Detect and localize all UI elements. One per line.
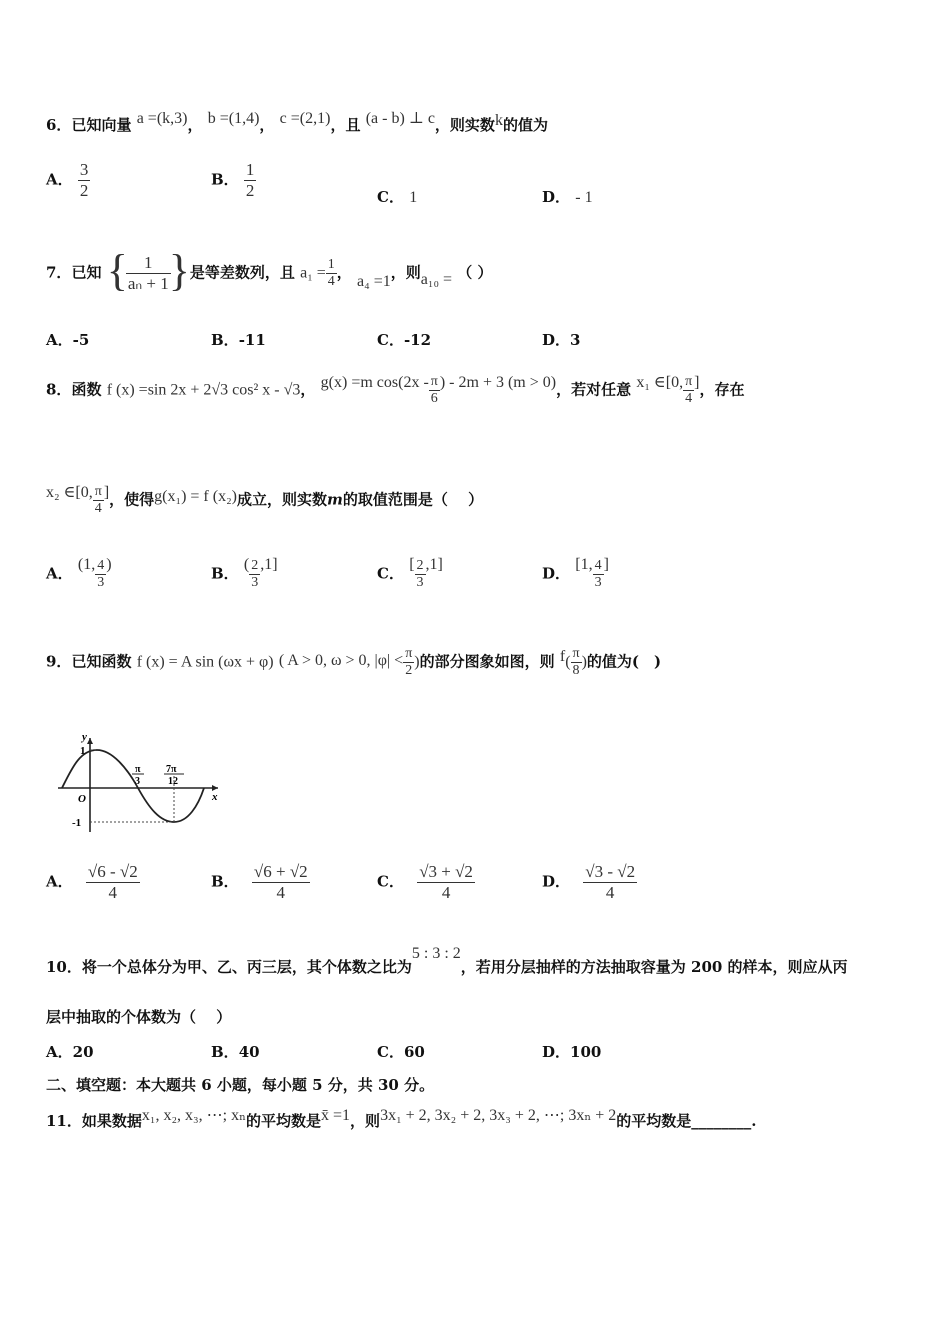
q10-option-d[interactable]: D．100 <box>542 1043 602 1061</box>
q10-option-c[interactable]: C．60 <box>377 1043 425 1061</box>
y-axis-label: y <box>82 731 87 743</box>
q10-stem-line1: 10．将一个总体分为甲、乙、丙三层，其个体数之比为5 : 3 : 2，若用分层抽样的方法抽取容量为 200 的样本，则应从丙 <box>46 945 848 976</box>
q6-option-b[interactable]: B． $\frac{1}{2}$ <box>211 160 255 200</box>
q7-option-d[interactable]: D．3 <box>542 331 581 349</box>
q6-vector-a: a =(k,3) <box>136 110 188 127</box>
q11-stem: 11．如果数据x₁, x₂, x₃, ⋯; xₙ的平均数是x̄ =1，则3x₁ + 2, 3x₂ + 2, 3x₃ + 2, ⋯; 3xₙ + 2的平均数是________. <box>46 1107 757 1130</box>
tick-pi-3-den: 3 <box>135 776 140 787</box>
tick-one: 1 <box>80 745 86 757</box>
q10-stem-line2: 层中抽取的个体数为（ ） <box>46 1008 232 1026</box>
origin-label: O <box>78 793 86 805</box>
q8-stem-line2: x₂ ∈[0, $\frac{\pi}{4}$ ]，使得g(x₁) = f (x₂)成立，则实数m的取值范围是（ ） <box>46 483 484 516</box>
q8-stem-line1: 8．函数 f (x) =sin 2x + 2√3 cos² x - √3， g(x) =m cos(2x - $\frac{\pi}{6}$ ) - 2m + 3 (m > 0)，若对任意 x₁ ∈[0, $\frac{\pi}{4}$ ]，存在 <box>46 373 745 406</box>
q8-option-b[interactable]: B． ( $\frac{2}{3}$ ,1] <box>211 555 278 590</box>
q9-option-d[interactable]: D． $\frac{√3 - √2}{4}$ <box>542 862 636 902</box>
q10-option-b[interactable]: B．40 <box>211 1043 260 1061</box>
q6-option-d[interactable]: D． - 1 <box>542 188 593 206</box>
q9-stem: 9．已知函数 f (x) = A sin (ωx + φ) ( A > 0, ω > 0, |φ| < $\frac{\pi}{2}$ )的部分图象如图，则 f( $\frac{\pi}{8}$ )的值为( ) <box>46 646 662 678</box>
q9-option-c[interactable]: C． $\frac{√3 + √2}{4}$ <box>377 862 473 902</box>
sine-curve <box>62 750 204 822</box>
q9-option-b[interactable]: B． $\frac{√6 + √2}{4}$ <box>211 862 308 902</box>
q8-option-d[interactable]: D． [1, $\frac{4}{3}$ ] <box>542 555 609 590</box>
tick-7pi-12-den: 12 <box>168 776 178 787</box>
q6-option-a[interactable]: A． $\frac{3}{2}$ <box>46 160 89 200</box>
section-fill-in-heading: 二、填空题：本大题共 6 小题，每小题 5 分，共 30 分。 <box>46 1076 435 1094</box>
q6-vector-c: c =(2,1) <box>279 110 331 127</box>
tick-neg-one: -1 <box>72 817 82 829</box>
q8-option-a[interactable]: A． (1, $\frac{4}{3}$ ) <box>46 555 112 590</box>
q8-option-c[interactable]: C． [ $\frac{2}{3}$ ,1] <box>377 555 443 590</box>
tick-pi-3-num: π <box>135 764 141 775</box>
q9-sine-graph <box>52 728 224 836</box>
q6-vector-b: b =(1,4) <box>207 110 260 127</box>
q6-option-c[interactable]: C． 1 <box>377 188 418 206</box>
q7-stem: 7．已知 { $\frac{1}{\text{aₙ + 1}}$ }是等差数列，且 a₁ = $\frac{1}{4}$ ， a₄ =1，则a₁₀ = （ ） <box>46 246 493 295</box>
x-axis-label: x <box>212 791 218 803</box>
q10-option-a[interactable]: A．20 <box>46 1043 94 1061</box>
q9-option-a[interactable]: A． $\frac{√6 - √2}{4}$ <box>46 862 138 902</box>
q6-condition: (a - b) ⊥ c <box>365 110 435 127</box>
q7-option-b[interactable]: B．-11 <box>211 331 266 349</box>
q7-option-c[interactable]: C．-12 <box>377 331 432 349</box>
q7-option-a[interactable]: A．-5 <box>46 331 90 349</box>
q6-stem: 6．已知向量 a =(k,3)， b =(1,4)， c =(2,1)，且 (a - b) ⊥ c，则实数k的值为 <box>46 110 548 134</box>
tick-7pi-12-num: 7π <box>166 764 177 775</box>
